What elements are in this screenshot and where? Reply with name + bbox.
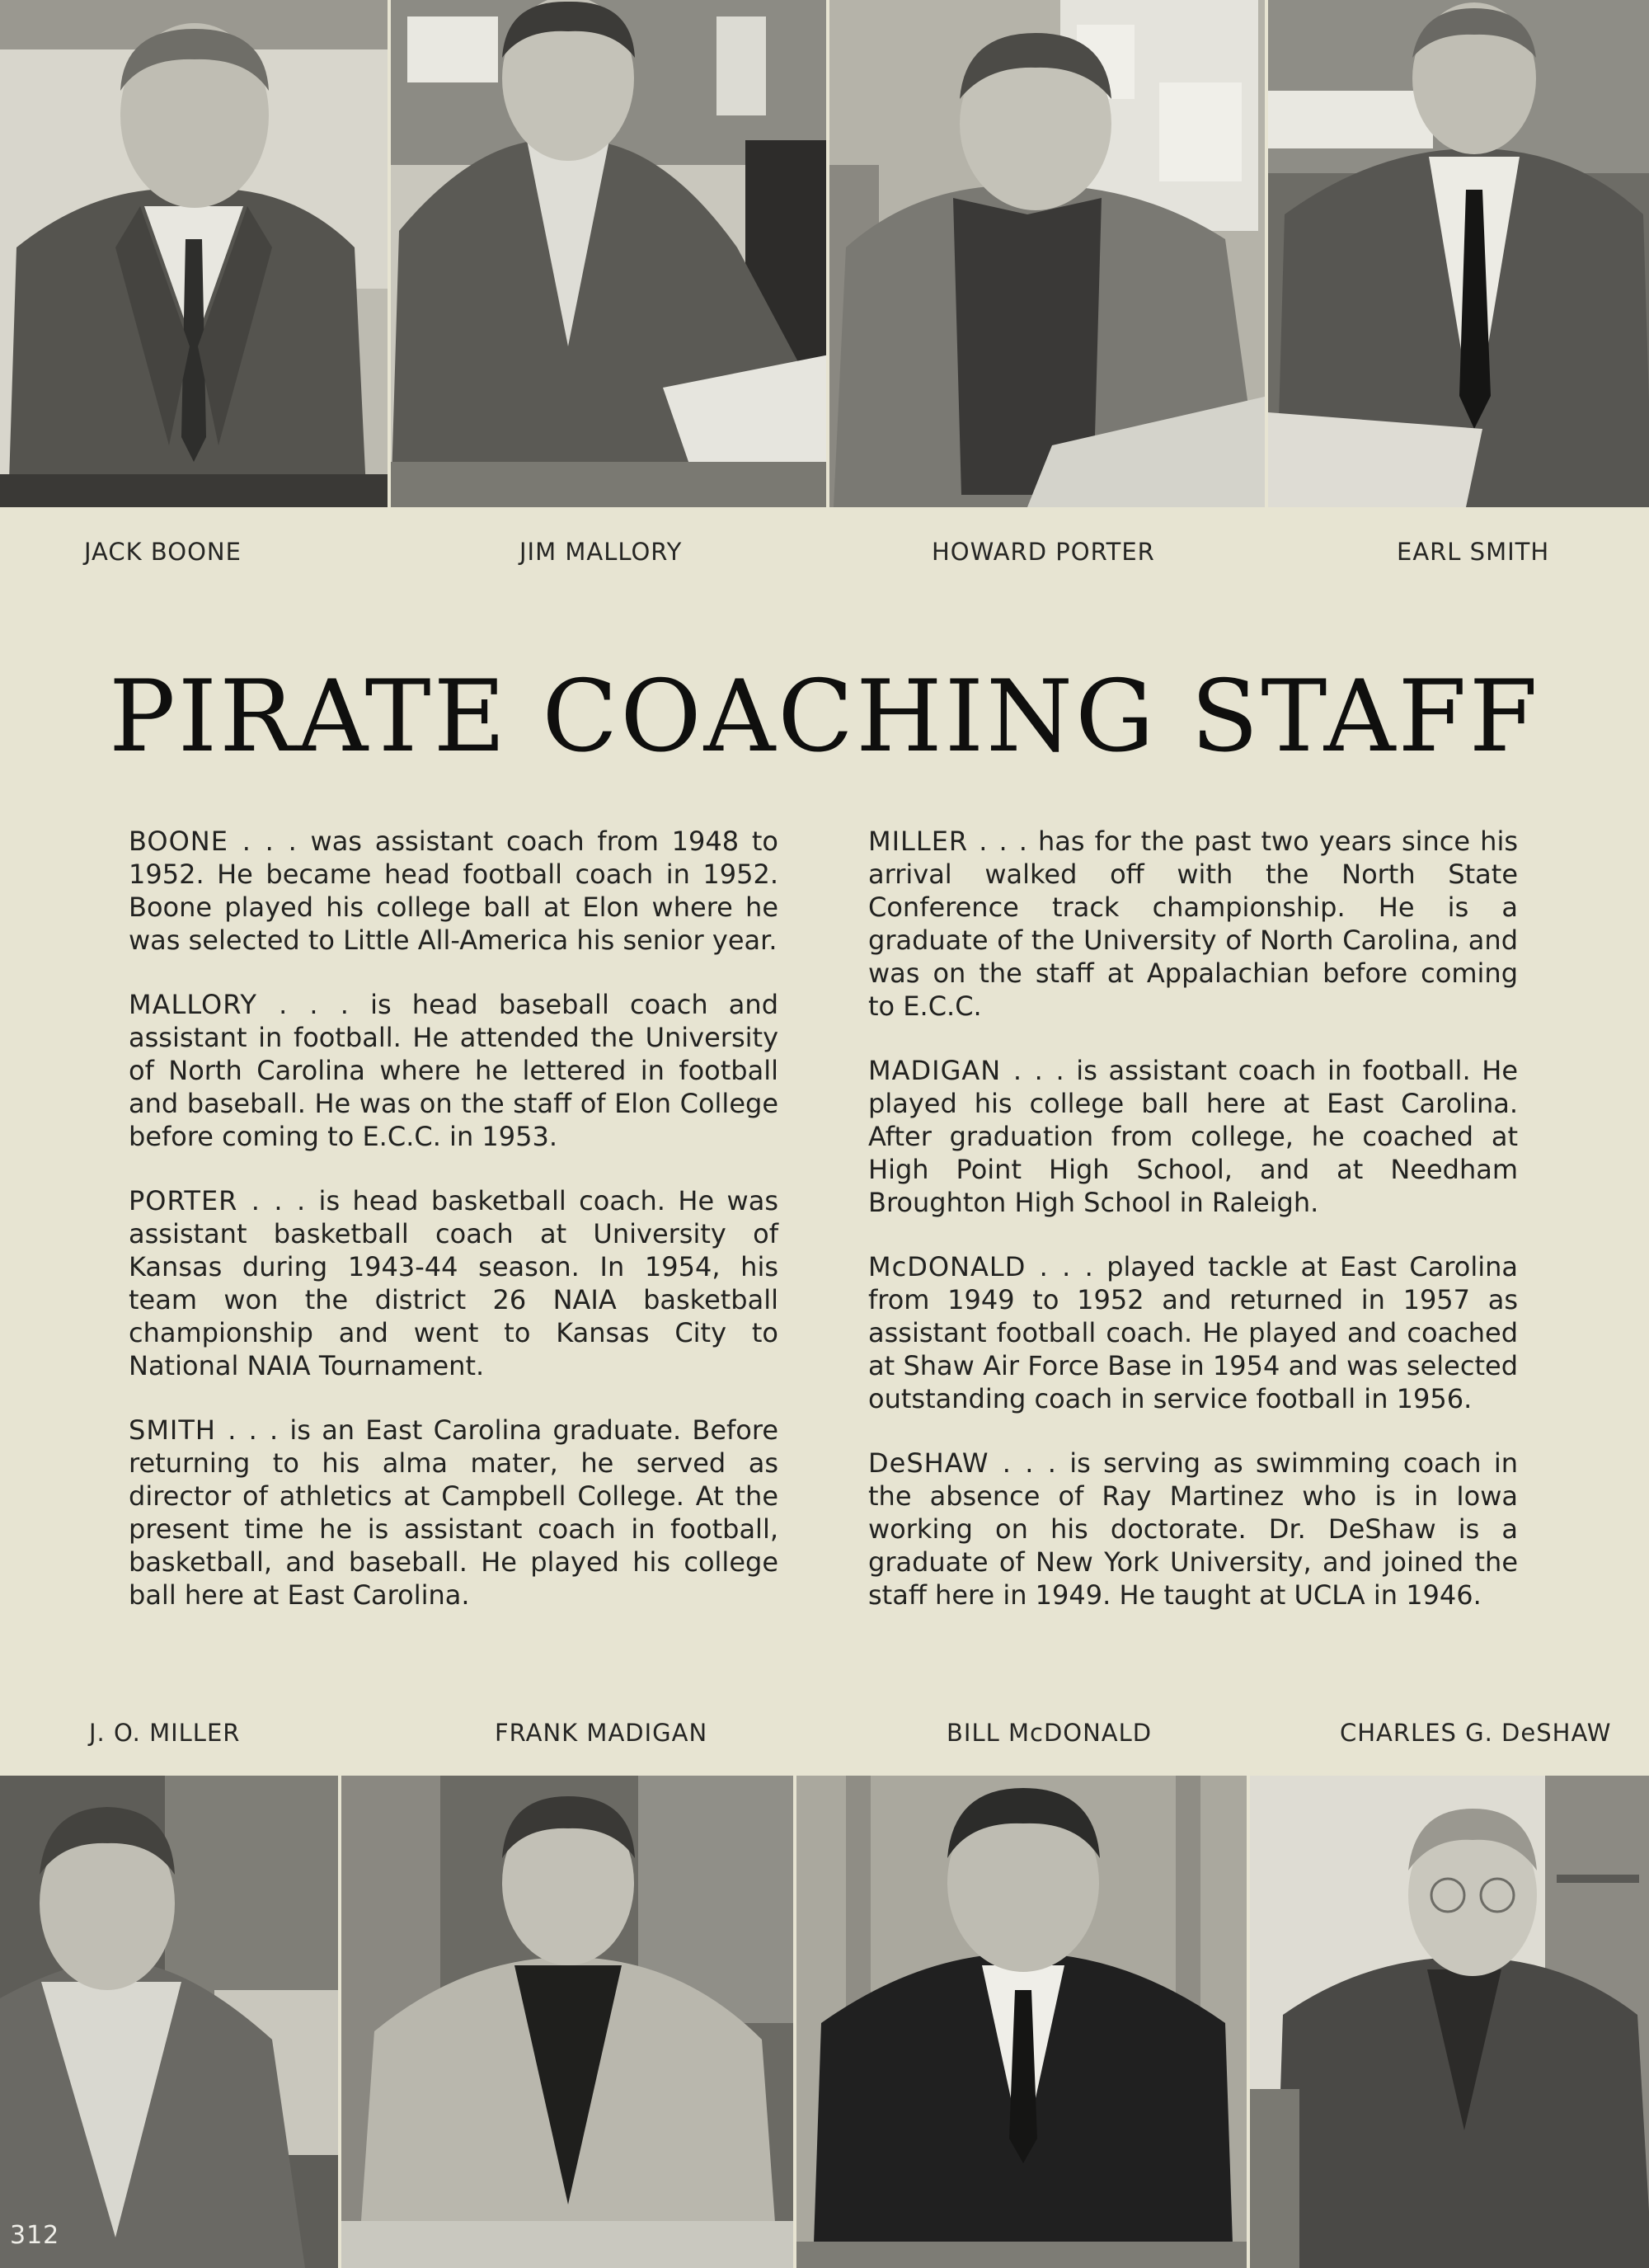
caption-charles-deshaw: CHARLES G. DeSHAW (1340, 1719, 1612, 1747)
caption-howard-porter: HOWARD PORTER (932, 538, 1155, 566)
photo-charles-deshaw (1247, 1776, 1649, 2268)
caption-earl-smith: EARL SMITH (1397, 538, 1550, 566)
bio-smith (129, 1414, 778, 1612)
bottom-photo-row (0, 1776, 1649, 2268)
bio-text: is an East Carolina graduate. Before returning to his alma mater, he served as director of athletics at Campbell College. At the present time he is assistant coach in football, basketball, and baseball. He played his college ball here at East Carolina. (129, 1414, 779, 1611)
page-number: 312 (10, 2221, 60, 2250)
bio-mallory (129, 988, 778, 1153)
bio-lead: MALLORY . . . (129, 989, 350, 1020)
caption-jo-miller: J. O. MILLER (89, 1719, 241, 1747)
caption-bill-mcdonald: BILL McDONALD (947, 1719, 1153, 1747)
bio-porter (129, 1184, 778, 1382)
photo-jo-miller (0, 1776, 338, 2268)
bio-text: was assistant coach from 1948 to 1952. He became head football coach in 1952. Boone played his college ball at Elon where he was selected to Little All-America his senior year. (129, 826, 779, 956)
bio-boone (129, 825, 778, 957)
bio-mcdonald (868, 1250, 1518, 1415)
bio-lead: BOONE . . . (129, 826, 298, 857)
bios-right-column (868, 825, 1518, 1643)
bio-lead: PORTER . . . (129, 1185, 307, 1216)
caption-frank-madigan: FRANK MADIGAN (495, 1719, 708, 1747)
photo-earl-smith (1265, 0, 1649, 507)
bio-lead: SMITH . . . (129, 1414, 280, 1446)
bio-lead: McDONALD . . . (868, 1251, 1094, 1282)
bio-lead: MADIGAN . . . (868, 1055, 1065, 1086)
photo-frank-madigan (338, 1776, 796, 2268)
bio-text: played tackle at East Carolina from 1949 to 1952 and returned in 1957 as assistant football coach. He played and coached at Shaw Air Force Base in 1954 and was selected outstanding coach in service football in 1956. (868, 1251, 1519, 1414)
photo-jim-mallory (388, 0, 829, 507)
photo-jack-boone (0, 0, 388, 507)
page-title: PIRATE COACHING STAFF (109, 660, 1540, 774)
bio-text: is assistant coach in football. He played his college ball here at East Carolina. After graduation from college, he coached at High Point High School, and at Needham Broughton High School in Raleigh. (868, 1055, 1519, 1218)
caption-jim-mallory: JIM MALLORY (519, 538, 683, 566)
bio-lead: DeSHAW . . . (868, 1447, 1057, 1479)
bio-madigan (868, 1054, 1518, 1219)
caption-jack-boone: JACK BOONE (84, 538, 242, 566)
photo-howard-porter (826, 0, 1268, 507)
bio-lead: MILLER . . . (868, 826, 1028, 857)
bio-text: is serving as swimming coach in the absence of Ray Martinez who is in Iowa working on his doctorate. Dr. DeShaw is a graduate of New York University, and joined the staff here in 1949. He taught at UCLA in 1946. (868, 1447, 1519, 1611)
bio-text: is head baseball coach and assistant in football. He attended the University of North Carolina where he lettered in football and baseball. He was on the staff of Elon College before coming to E.C.C. in 1953. (129, 989, 778, 1152)
bios-left-column (129, 825, 778, 1643)
bio-miller (868, 825, 1518, 1023)
bio-text: has for the past two years since his arrival walked off with the North State Conference track championship. He is a graduate of the University of North Carolina, and was on the staff at Appalachian before coming to E.C.C. (868, 826, 1519, 1022)
bio-text: is head basketball coach. He was assistant basketball coach at University of Kansas during 1943-44 season. In 1954, his team won the district 26 NAIA basketball championship and went to Kansas City to National NAIA Tournament. (129, 1185, 779, 1381)
bio-deshaw (868, 1447, 1518, 1612)
photo-bill-mcdonald (793, 1776, 1250, 2268)
top-photo-row (0, 0, 1649, 507)
